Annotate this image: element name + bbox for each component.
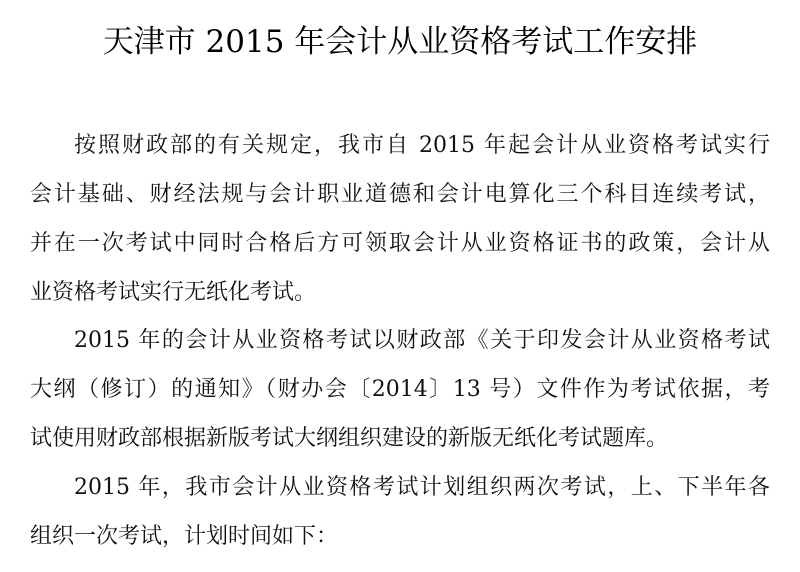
paragraph-1-line-4: 业资格考试实行无纸化考试。 bbox=[30, 280, 317, 305]
paragraph-2-line-1: 2015 年的会计从业资格考试以财政部《关于印发会计从业资格考试 bbox=[74, 328, 770, 353]
paragraph-1-line-2: 会计基础、财经法规与会计职业道德和会计电算化三个科目连续考试， bbox=[30, 182, 770, 207]
paragraph-3-line-2: 组织一次考试，计划时间如下： bbox=[30, 524, 339, 549]
paragraph-1-line-3: 并在一次考试中同时合格后方可领取会计从业资格证书的政策，会计从 bbox=[30, 231, 770, 256]
paragraph-1-line-1: 按照财政部的有关规定，我市自 2015 年起会计从业资格考试实行 bbox=[74, 133, 770, 158]
paragraph-2-line-2: 大纲（修订）的通知》（财办会〔2014〕13 号）文件作为考试依据，考 bbox=[30, 377, 770, 402]
paragraph-2-line-3: 试使用财政部根据新版考试大纲组织建设的新版无纸化考试题库。 bbox=[30, 426, 669, 451]
paragraph-3-line-1: 2015 年，我市会计从业资格考试计划组织两次考试，上、下半年各 bbox=[74, 475, 770, 500]
document-title: 天津市 2015 年会计从业资格考试工作安排 bbox=[102, 24, 698, 60]
